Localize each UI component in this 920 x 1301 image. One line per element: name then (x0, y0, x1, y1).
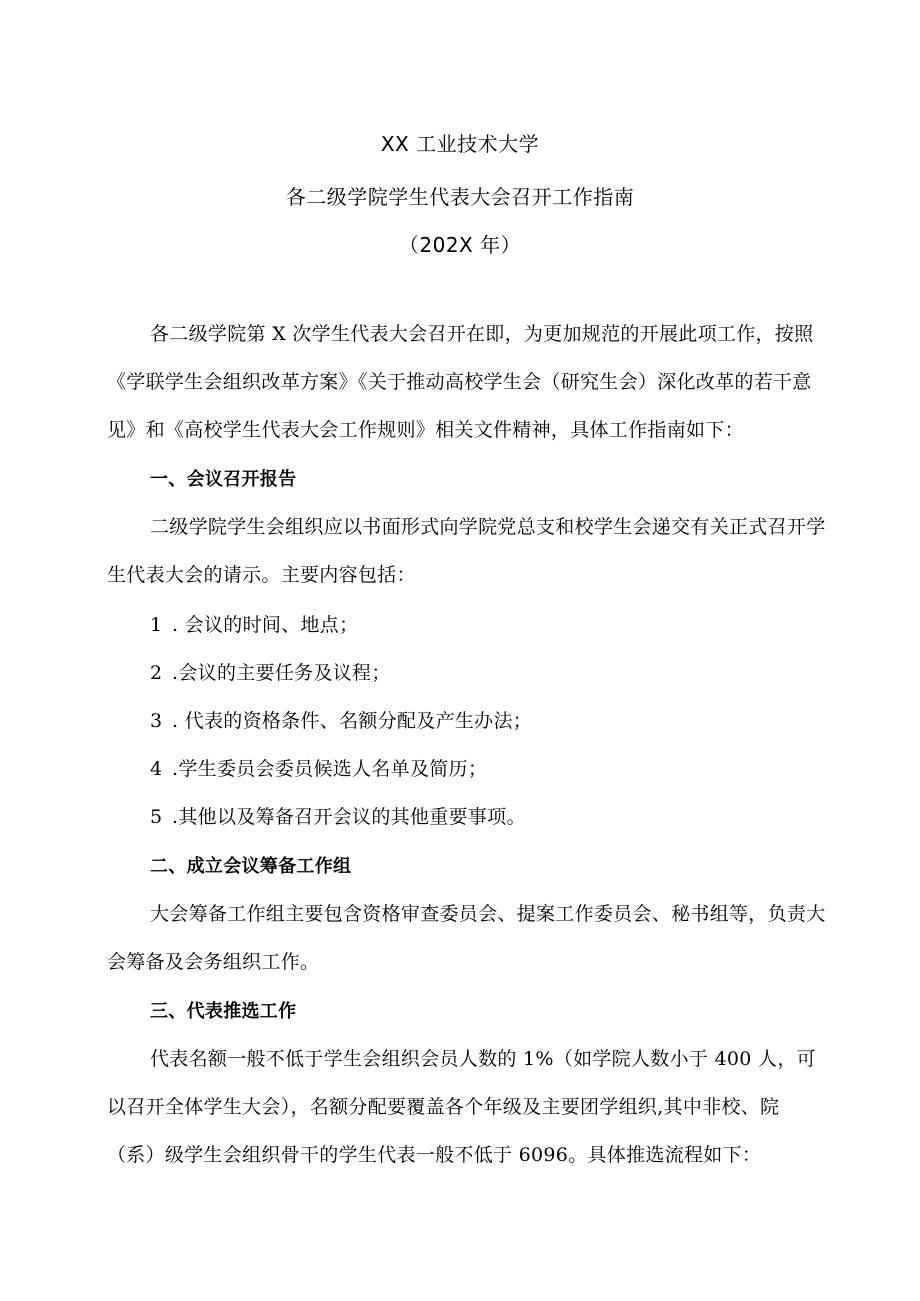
list-item-text: . 会议的时间、地点； (172, 614, 359, 636)
intro-paragraph: 各二级学院第 X 次学生代表大会召开在即，为更加规范的开展此项工作，按照《学联学生会组织改革方案》《关于推动高校学生会（研究生会）深化改革的若干意见》和《高校学生代表大会工作规则》相关文件精神，具体工作指南如下： (107, 323, 814, 441)
section-1-heading: 一、会议召开报告 (150, 469, 297, 490)
list-item-text: . 代表的资格条件、名额分配及产生办法； (172, 710, 533, 732)
section-3-heading: 三、代表推选工作 (150, 1001, 297, 1022)
list-item (150, 756, 487, 782)
list-item-number: 2 (150, 662, 163, 684)
list-item-number: 3 (150, 710, 163, 732)
list-item-number: 1 (150, 614, 163, 636)
document-year: （202X 年） (398, 233, 522, 257)
document-title: 各二级学院学生代表大会召开工作指南 (285, 185, 635, 209)
list-item-text: .其他以及筹备召开会议的其他重要事项。 (172, 806, 526, 828)
section-2-body: 大会筹备工作组主要包含资格审查委员会、提案工作委员会、秘书组等，负责大会筹备及会务组织工作。 (107, 903, 826, 973)
list-item-number: 4 (150, 758, 163, 780)
section-1-body: 二级学院学生会组织应以书面形式向学院党总支和校学生会递交有关正式召开学生代表大会的请示。主要内容包括： (107, 516, 826, 586)
list-item (150, 708, 532, 734)
university-name: XX 工业技术大学 (380, 132, 540, 156)
section-2-heading: 二、成立会议筹备工作组 (150, 856, 352, 877)
section-3-body: 代表名额一般不低于学生会组织会员人数的 1%（如学院人数小于 400 人，可以召开全体学生大会），名额分配要覆盖各个年级及主要团学组织,其中非校、院（系）级学生会组织骨干的学生代表一般不低于 6096。具体推选流程如下： (107, 1048, 816, 1166)
list-item (150, 612, 358, 638)
list-item (150, 660, 391, 686)
list-item (150, 804, 526, 830)
list-item-text: .学生委员会委员候选人名单及简历； (172, 758, 488, 780)
list-item-text: .会议的主要任务及议程； (172, 662, 391, 684)
list-item-number: 5 (150, 806, 163, 828)
